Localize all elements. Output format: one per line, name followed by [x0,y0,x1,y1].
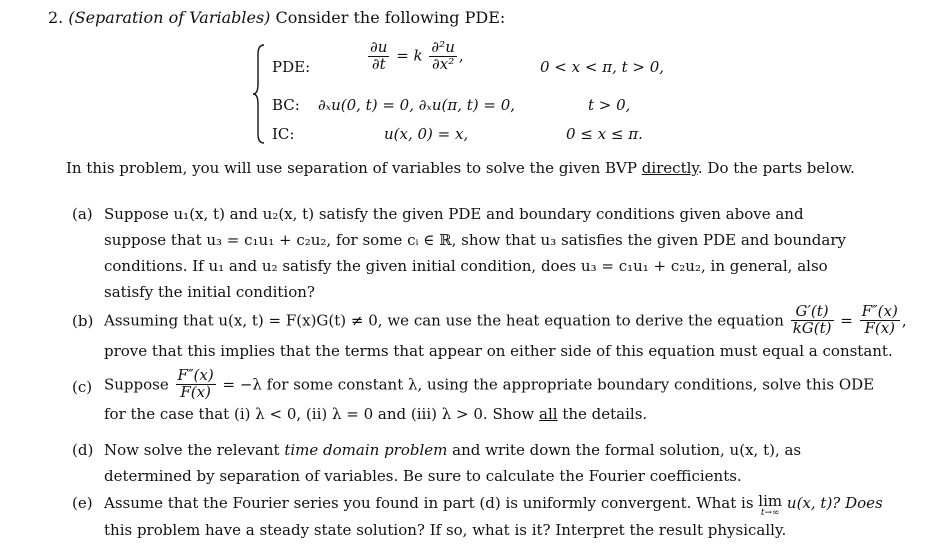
instruction-emphasis: directly [641,159,698,177]
problem-number: 2. [48,8,64,27]
part-b-line1: Assuming that u(x, t) = F(x)G(t) ≠ 0, we can use the heat equation to derive the equation $\frac{G'(t)}{kG(t)}$ = $\frac{F''(x)}{F(x)}$ , [104,302,907,337]
problem-header [48,8,505,27]
part-b-text-pre: Assuming that u(x, t) = F(x)G(t) ≠ 0, we can use the heat equation to derive the equation [104,311,784,330]
system-brace [252,44,266,144]
part-a-label: (a) [72,205,93,223]
part-e-label: (e) [72,494,93,512]
instruction: In this problem, you will use separation of variables to solve the given BVP directly. Do the parts below. [66,159,855,177]
part-c-line2: for the case that (i) λ < 0, (ii) λ = 0 and (iii) λ > 0. Show all the details. [104,405,648,423]
bc-label: BC: [272,96,300,114]
part-c-label: (c) [72,378,93,396]
pde-time-derivative: $\frac{\partial u}{\partial t}$ [370,38,388,73]
part-c-fraction: $\frac{F''(x)}{F(x)}$ [177,366,214,401]
part-e-line1: Assume that the Fourier series you found in part (d) is uniformly convergent. What is lim t→∞ u(x, t)? Does [104,492,883,518]
part-c-all-emphasis: all [539,405,558,423]
part-a-text: Suppose u₁(x, t) and u₂(x, t) satisfy the given PDE and boundary conditions given above and suppose that u₃ = c₁u₁ + c₂u₂, for some cᵢ ∈ ℝ, show that u₃ satisfies the given PDE and boundary conditions. If u₁ and u₂ satisfy the given initial condition, does u₃ = c₁u₁ + c₂u₂, in general, also satisfy the initial condition? [104,205,846,301]
pde-comma: , [458,46,464,65]
ic-expr: u(x, 0) = x, [384,125,469,143]
pde-space-derivative: $\frac{\text{∂²u}}{\text{∂x²}}$ [431,38,455,73]
bc-expr: ∂ₓu(0, t) = 0, ∂ₓu(π, t) = 0, [318,96,516,114]
part-d-label: (d) [72,441,94,459]
pde-label: PDE: [272,58,311,76]
part-e-limit: lim t→∞ [758,492,783,518]
problem-title: (Separation of Variables) [68,8,271,27]
part-b-fraction-f: $\frac{F''(x)}{F(x)}$ [861,302,898,337]
part-d-text: Now solve the relevant time domain problem and write down the formal solution, u(x, t), as determined by separation of variables. Be sure to calculate the Fourier coefficients. [104,441,802,485]
part-b-text-post: prove that this implies that the terms that appear on either side of this equation must equal a constant. [104,342,893,360]
part-d-emphasis: time domain problem [284,441,448,459]
part-e-line2: this problem have a steady state solution? If so, what is it? Interpret the result physically. [104,521,787,539]
part-b-label: (b) [72,312,94,330]
part-b-fraction-g: $\frac{G'(t)}{kG(t)}$ [792,302,832,337]
problem-intro: Consider the following PDE: [275,8,506,27]
pde-eq-k: = k [396,46,423,65]
part-c-line1: Suppose $\frac{F''(x)}{F(x)}$ = −λ for some constant λ, using the appropriate boundary conditions, solve this ODE [104,366,875,401]
pde-domain: 0 < x < π, t > 0, [540,58,665,76]
ic-label: IC: [272,125,295,143]
ic-domain: 0 ≤ x ≤ π. [566,125,643,143]
bc-domain: t > 0, [588,96,631,114]
pde-equation [366,40,464,73]
